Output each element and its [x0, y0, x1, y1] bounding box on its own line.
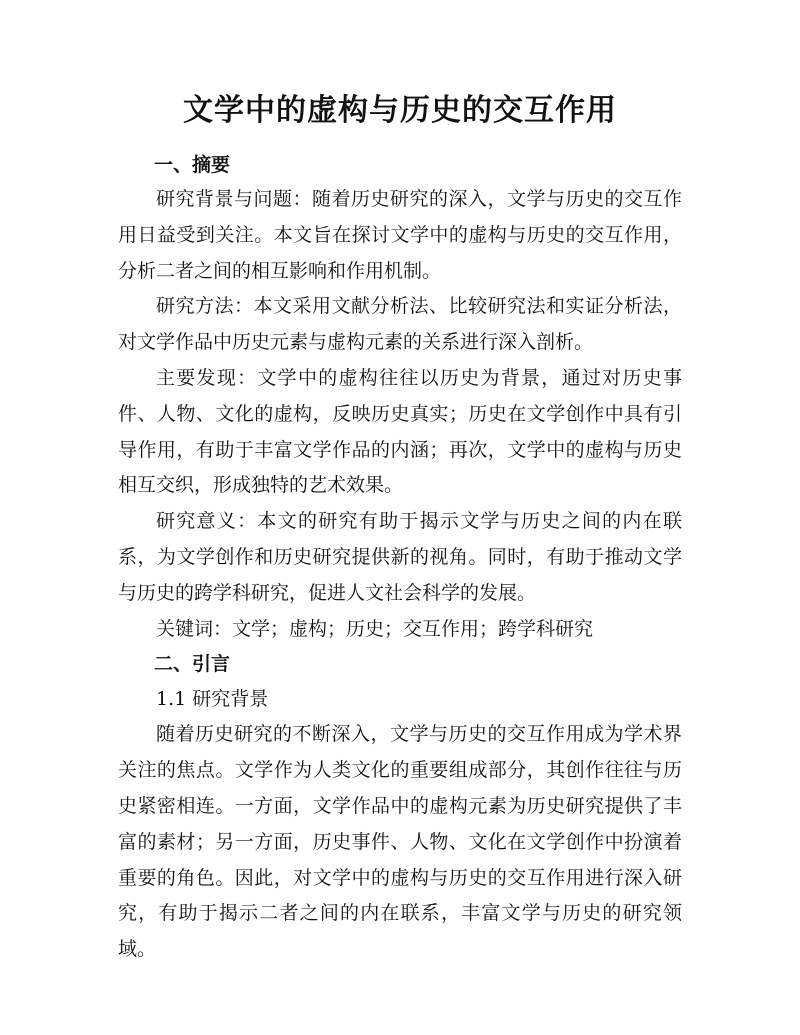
abstract-paragraph-background: 研究背景与问题：随着历史研究的深入，文学与历史的交互作用日益受到关注。本文旨在探讨文学中的虚构与历史的交互作用，分析二者之间的相互影响和作用机制。	[118, 188, 682, 282]
abstract-heading: 一、摘要	[154, 154, 231, 176]
intro-subheading: 1.1 研究背景	[156, 688, 269, 711]
intro-heading: 二、引言	[154, 653, 231, 676]
abstract-paragraph-findings: 主要发现：文学中的虚构往往以历史为背景，通过对历史事件、人物、文化的虚构，反映历史真实；历史在文学创作中具有引导作用，有助于丰富文学作品的内涵；再次，文学中的虚构与历史相互交织，形成独特的艺术效果。	[118, 366, 682, 497]
abstract-paragraph-method: 研究方法：本文采用文献分析法、比较研究法和实证分析法，对文学作品中历史元素与虚构元素的关系进行深入剖析。	[118, 295, 682, 354]
abstract-paragraph-significance: 研究意义：本文的研究有助于揭示文学与历史之间的内在联系，为文学创作和历史研究提供新的视角。同时，有助于推动文学与历史的跨学科研究，促进人文社会科学的发展。	[118, 510, 682, 604]
document-title: 文学中的虚构与历史的交互作用	[183, 93, 617, 128]
intro-paragraph: 随着历史研究的不断深入，文学与历史的交互作用成为学术界关注的焦点。文学作为人类文化的重要组成部分，其创作往往与历史紧密相连。一方面，文学作品中的虚构元素为历史研究提供了丰富的素材；另一方面，历史事件、人物、文化在文学创作中扮演着重要的角色。因此，对文学中的虚构与历史的交互作用进行深入研究，有助于揭示二者之间的内在联系，丰富文学与历史的研究领域。	[118, 723, 682, 961]
keywords-line: 关键词：文学；虚构；历史；交互作用；跨学科研究	[156, 617, 594, 640]
